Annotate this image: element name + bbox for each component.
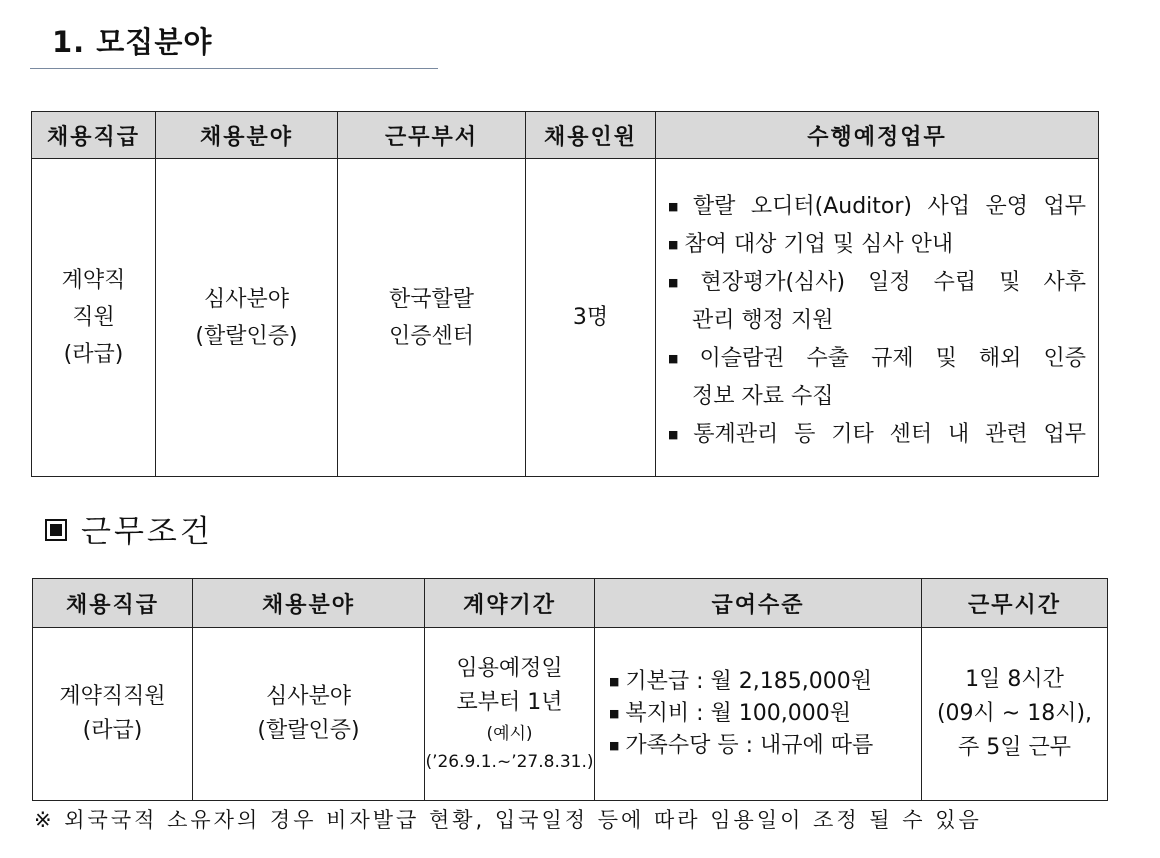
bullet-icon: ■ <box>668 237 679 251</box>
grade-line: (라급) <box>82 718 143 743</box>
duty-item-continued: 관리 행정 지원 <box>692 307 834 333</box>
grade-line: 계약직 <box>61 268 126 293</box>
header-hours: 근무시간 <box>922 579 1108 628</box>
header-grade: 채용직급 <box>32 112 156 159</box>
pay-item: ■ 복지비 : 월 100,000원 <box>609 701 852 726</box>
bullet-icon: ■ <box>668 427 688 441</box>
bullet-icon: ■ <box>609 707 620 720</box>
duty-item: ■ 현장평가(심사) 일정 수립 및 사후 <box>668 269 1086 295</box>
cell-duties <box>656 159 1099 477</box>
field-line: 심사분야 <box>203 286 289 312</box>
cell-grade <box>32 159 156 477</box>
period-example-label: (예시) <box>486 724 533 744</box>
period-line: 임용예정일 <box>456 656 563 681</box>
header-count: 채용인원 <box>526 112 656 159</box>
pay-item: ■ 가족수당 등 : 내규에 따름 <box>609 733 874 758</box>
hours-line: (09시 ~ 18시), <box>936 701 1093 726</box>
duty-item: ■ 할랄 오디터(Auditor) 사업 운영 업무 <box>668 193 1086 219</box>
cell-dept <box>338 159 526 477</box>
table-header-row <box>33 579 1108 628</box>
field-line: 심사분야 <box>265 684 351 709</box>
field-line: (할랄인증) <box>257 718 360 743</box>
period-example-dates: (’26.9.1.~’27.8.31.) <box>425 752 594 772</box>
footnote: ※ 외국국적 소유자의 경우 비자발급 현황, 입국일정 등에 따라 임용일이 조정 될 수 있음 <box>34 808 982 832</box>
bullet-icon: ■ <box>668 199 687 213</box>
grade-line: 직원 <box>72 305 115 330</box>
cell-grade <box>33 628 193 801</box>
header-period: 계약기간 <box>425 579 595 628</box>
bullet-icon: ■ <box>609 675 620 688</box>
header-dept: 근무부서 <box>338 112 526 159</box>
recruitment-table <box>31 111 1099 477</box>
hours-line: 주 5일 근무 <box>958 735 1071 760</box>
cell-field <box>193 628 425 801</box>
section2-title <box>45 506 213 551</box>
header-pay: 급여수준 <box>595 579 922 628</box>
table-row <box>33 628 1108 801</box>
table-header-row <box>32 112 1099 159</box>
header-duties: 수행예정업무 <box>656 112 1099 159</box>
dept-line: 한국할랄 <box>388 286 474 312</box>
pay-item: ■ 기본급 : 월 2,185,000원 <box>609 669 873 694</box>
field-line: (할랄인증) <box>195 323 298 349</box>
grade-line: 계약직직원 <box>59 684 166 709</box>
section1-title: 1. 모집분야 <box>52 25 213 59</box>
title-underline <box>30 68 438 69</box>
section2-title-text: 근무조건 <box>81 514 213 550</box>
bullet-icon: ■ <box>609 739 620 752</box>
grade-line: (라급) <box>63 342 124 367</box>
bullet-icon: ■ <box>668 275 695 289</box>
cell-pay <box>595 628 922 801</box>
cell-count: 3명 <box>526 159 656 477</box>
cell-hours <box>922 628 1108 801</box>
work-conditions-table <box>32 578 1108 801</box>
duty-item: ■ 통계관리 등 기타 센터 내 관련 업무 <box>668 421 1086 447</box>
dept-line: 인증센터 <box>388 323 474 349</box>
cell-field <box>156 159 338 477</box>
square-bullet-icon <box>45 519 67 541</box>
duty-item: ■ 이슬람권 수출 규제 및 해외 인증 <box>668 345 1086 371</box>
header-field: 채용분야 <box>193 579 425 628</box>
table-row <box>32 159 1099 477</box>
bullet-icon: ■ <box>668 351 694 365</box>
header-field: 채용분야 <box>156 112 338 159</box>
cell-period <box>425 628 595 801</box>
period-line: 로부터 1년 <box>456 690 563 715</box>
hours-line: 1일 8시간 <box>965 667 1064 692</box>
duty-item-continued: 정보 자료 수집 <box>692 383 834 409</box>
duty-item: ■ 참여 대상 기업 및 심사 안내 <box>668 231 954 257</box>
header-grade: 채용직급 <box>33 579 193 628</box>
